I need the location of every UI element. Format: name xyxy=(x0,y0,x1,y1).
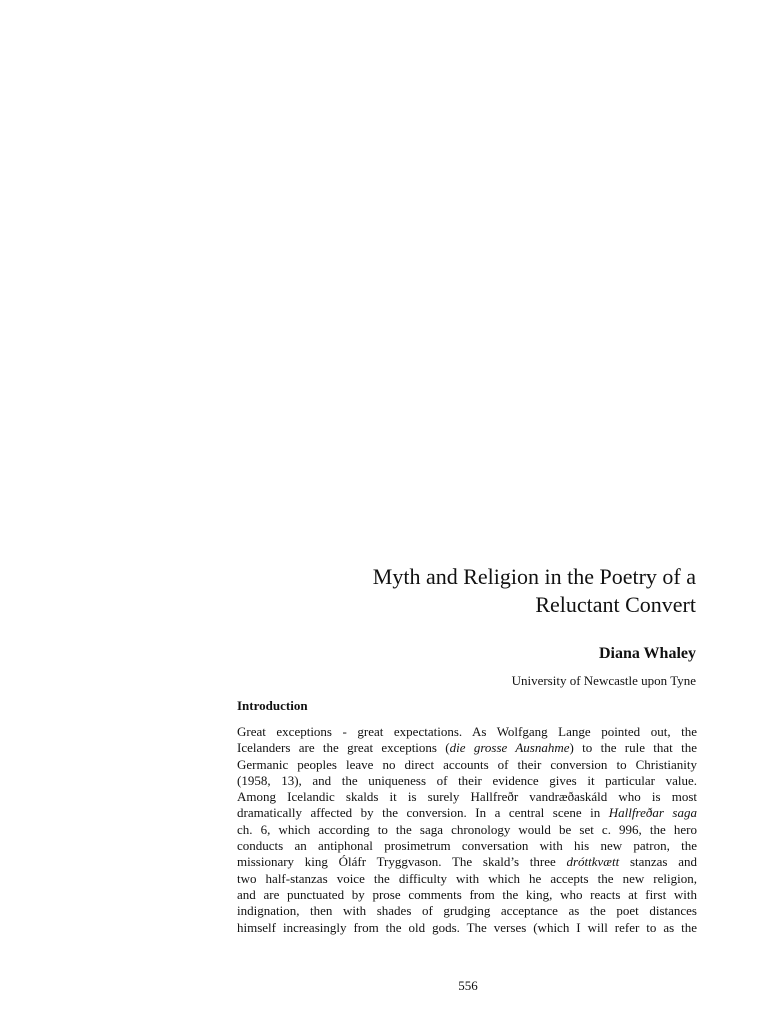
body-line xyxy=(237,838,697,854)
body-text-segment: (1958, 13), and the uniqueness of their evidence gives it particular value. xyxy=(237,772,697,788)
body-line xyxy=(237,871,697,887)
page-number: 556 xyxy=(458,978,478,993)
body-paragraph xyxy=(237,724,697,936)
body-text-segment: ch. 6, which according to the saga chronology would be set c. 996, the hero xyxy=(237,821,697,837)
body-line xyxy=(237,724,697,740)
author-affiliation: University of Newcastle upon Tyne xyxy=(511,673,696,688)
body-text-segment: and are punctuated by prose comments from the king, who reacts at first with xyxy=(237,886,697,902)
body-line xyxy=(237,854,697,870)
body-text-segment: conducts an antiphonal prosimetrum conversation with his new patron, the xyxy=(237,838,697,854)
body-text-segment: Germanic peoples leave no direct accounts of their conversion to Christianity xyxy=(237,756,697,772)
body-text-segment: ) to the rule that the xyxy=(569,740,697,756)
body-text-segment: missionary king Óláfr Tryggvason. The skald’s three xyxy=(237,854,567,870)
article-title xyxy=(237,563,696,619)
body-line xyxy=(237,903,697,919)
body-text-segment: stanzas and xyxy=(619,854,697,870)
body-text-segment: dramatically affected by the conversion. In a central scene in xyxy=(237,805,609,821)
body-line xyxy=(237,740,697,756)
body-line xyxy=(237,920,697,936)
body-text-segment: two half-stanzas voice the difficulty with which he accepts the new religion, xyxy=(237,870,697,886)
body-line xyxy=(237,822,697,838)
body-line xyxy=(237,757,697,773)
body-text-segment: indignation, then with shades of grudging acceptance as the poet distances xyxy=(237,903,697,919)
body-line xyxy=(237,887,697,903)
italic-term: Hallfreðar saga xyxy=(608,805,697,821)
italic-term: dróttkvætt xyxy=(566,854,620,870)
author-name: Diana Whaley xyxy=(598,645,696,662)
body-text-segment: Great exceptions - great expectations. As Wolfgang Lange pointed out, the xyxy=(237,724,697,739)
body-text-segment: himself increasingly from the old gods. The verses (which I will refer to as the xyxy=(237,919,697,935)
body-line xyxy=(237,773,697,789)
italic-term: die grosse Ausnahme xyxy=(449,740,570,756)
body-text-segment: Icelanders are the great exceptions ( xyxy=(237,740,450,756)
section-heading: Introduction xyxy=(237,698,308,713)
body-line xyxy=(237,789,697,805)
article-title-line-1: Myth and Religion in the Poetry of a xyxy=(372,564,696,589)
body-line xyxy=(237,805,697,821)
article-title-line-2: Reluctant Convert xyxy=(535,592,696,617)
body-text-segment: Among Icelandic skalds it is surely Hallfreðr vandræðaskáld who is most xyxy=(237,789,697,805)
